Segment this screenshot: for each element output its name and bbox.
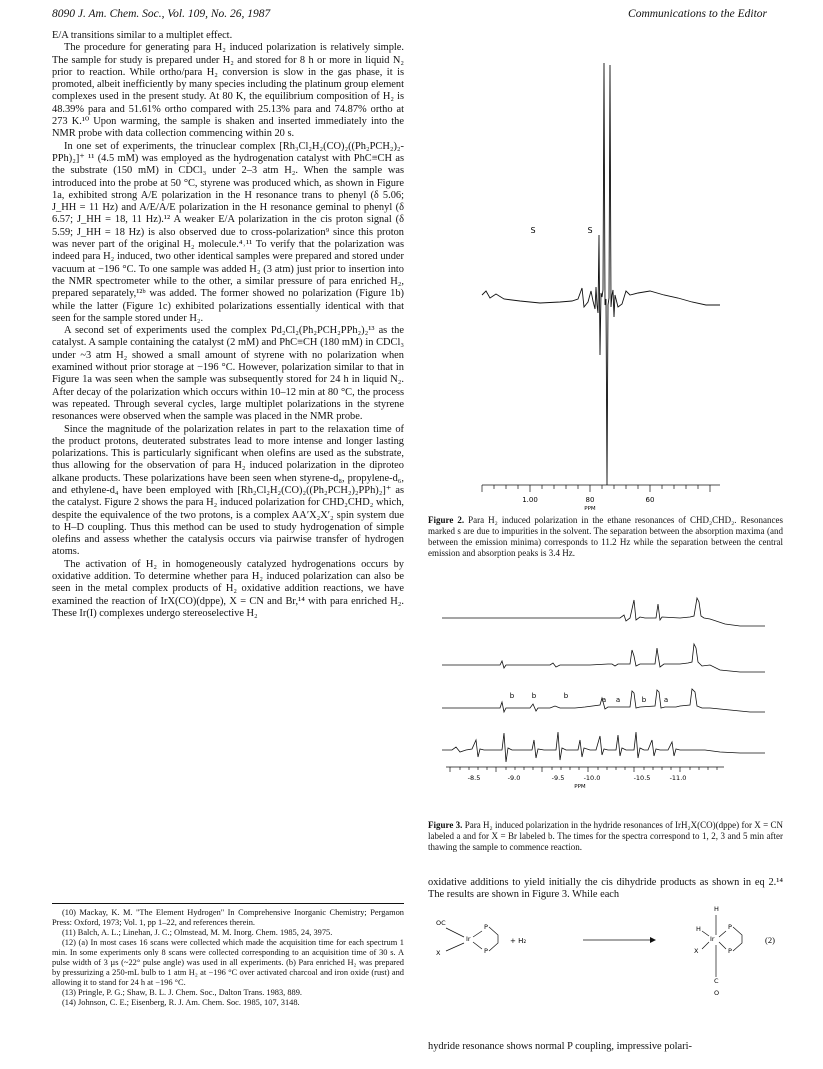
eq-atom-label: O bbox=[714, 989, 720, 997]
eq-atom-label: P bbox=[484, 923, 488, 931]
eq-atom-label: Ir bbox=[710, 935, 715, 943]
figure3-tick-label: -11.0 bbox=[669, 774, 687, 782]
product-structure bbox=[694, 905, 742, 997]
figure2-peak-label: S bbox=[587, 226, 593, 235]
figure3-tick-label: -9.0 bbox=[507, 774, 521, 782]
figure3-peak-label: b bbox=[531, 692, 537, 700]
reaction-arrow bbox=[583, 937, 656, 943]
figure3-peak-label: a bbox=[601, 696, 607, 704]
figure3-tick-label: -8.5 bbox=[467, 774, 481, 782]
equation-2 bbox=[428, 905, 783, 1035]
paragraph: Since the magnitude of the polarization relates in part to the relaxation time of the product protons, deuterated substrates lead to more intense and longer lasting polarizations. This is particularly significant when olefins are used as the substrate, thus allowing for the observation of para H₂ induced polarization in the diproteo alkane products. These polarizations have been seen when styrene-d₈, propylene-d₆, and ethylene-d₄ have been employed with [Rh₂Cl₂H₂(CO)₂((Ph₂PCH₂)₂PPh)₂]⁺ as the catalyst. Figure 2 shows the para H₂ induced polarization for CHD₂CHD₂ which, despite the equivalence of the two protons, is a complex AA′X₂X′₂ spin system due to H–D coupling. Thus this method can be used to study hydrogenation of simple olefins and assess whether the catalysis occurs via pairwise transfer of hydrogen atoms. bbox=[52, 423, 404, 558]
eq-atom-label: P bbox=[728, 947, 732, 955]
figure2-tick-label: 80 bbox=[585, 496, 595, 504]
figure3-peak-label: b bbox=[509, 692, 515, 700]
figure2-trace bbox=[482, 63, 720, 485]
reference: (14) Johnson, C. E.; Eisenberg, R. J. Am. Chem. Soc. 1985, 107, 3148. bbox=[62, 998, 300, 1007]
reference: (10) Mackay, K. M. "The Element Hydrogen" In Comprehensive Inorganic Chemistry; Pergamon Press: Oxford, 1973; Vol. 1, pp 1–22, and references therein. bbox=[52, 908, 404, 927]
references bbox=[52, 903, 404, 1008]
figure3-peak-label: a bbox=[663, 696, 669, 704]
reference: (13) Pringle, P. G.; Shaw, B. L. J. Chem. Soc., Dalton Trans. 1983, 889. bbox=[62, 988, 303, 997]
eq-reactant-h2: + H₂ bbox=[510, 937, 527, 945]
figure2-axis-unit: PPM bbox=[584, 506, 596, 510]
running-header-right: Communications to the Editor bbox=[628, 8, 767, 20]
figure3-spectra bbox=[440, 590, 785, 765]
figure3-peak-label: a bbox=[615, 696, 621, 704]
figure2-spectrum bbox=[470, 55, 750, 510]
figure3-peak-label: b bbox=[563, 692, 569, 700]
figure3-caption bbox=[428, 820, 783, 853]
figure3-tick-label: -10.5 bbox=[633, 774, 651, 782]
right-column-text-before-equation: oxidative additions to yield initially the cis dihydride products as shown in eq 2.¹⁴ The results are shown in Figure 3. While each bbox=[428, 877, 783, 901]
eq-atom-label: X bbox=[694, 947, 699, 955]
figure3-axis-unit: PPM bbox=[574, 784, 586, 790]
reactant-structure bbox=[436, 919, 498, 957]
figure2-peak-label: S bbox=[530, 226, 536, 235]
figure2-caption-label: Figure 2. bbox=[428, 515, 465, 525]
left-column bbox=[52, 30, 404, 620]
paragraph: A second set of experiments used the complex Pd₂Cl₂(Ph₂PCH₂PPh₂)₂¹³ as the catalyst. A sample containing the catalyst (2 mM) and PhC≡CH (180 mM) in CDCl₃ under ~3 atm H₂ showed a small amount of styrene with no polarization when examined without prior storage at −196 °C. However, polarization similar to that in Figure 1a was seen when the sample was subsequently stored for 24 h in liquid N₂. After decay of the polarization which occurs within 10–12 min at 80 °C, the process was repeated. Through several cycles, large multiplet polarizations in the styrene resonances were observed when the sample was placed in the NMR probe. bbox=[52, 325, 404, 423]
paragraph: The procedure for generating para H₂ induced polarization is relatively simple. The sample for study is prepared under H₂ and stored for 8 h or more in liquid N₂ prior to reaction. While ortho/para H₂ conversion is slow in the gas phase, it is promoted, albeit inefficiently by many species including the platinum group element complexes used in the present study. At 80 K, the equilibrium composition of H₂ is 48.39% para and 51.61% ortho compared with 25.13% para and 74.87% ortho at 273 K.¹⁰ Upon warming, the sample is shaken and inserted immediately into the NMR probe with data collection commencing within 20 s. bbox=[52, 42, 404, 140]
eq-atom-label: OC bbox=[436, 919, 446, 927]
figure3-caption-label: Figure 3. bbox=[428, 820, 463, 830]
eq-atom-label: P bbox=[728, 923, 732, 931]
eq-atom-label: Ir bbox=[466, 935, 471, 943]
figure2-tick-label: 60 bbox=[645, 496, 655, 504]
reference: (12) (a) In most cases 16 scans were collected which made the acquisition time for each spectrum 1 min. In some experiments only 8 scans were collected corresponding to an acquisition time of 30 s. A pulse width of 3 µs (~22° pulse angle) was used in all experiments. (b) Para enriched H₂ was prepared by pressurizing a 250-mL bulb to 1 atm H₂ at −196 °C over activated charcoal and iron oxide (rust) and allowing it to stand for 24 h at −196 °C. bbox=[52, 938, 404, 987]
paragraph: E/A transitions similar to a multiplet effect. bbox=[52, 30, 233, 41]
paragraph: In one set of experiments, the trinuclear complex [Rh₃Cl₂H₂(CO)₂((Ph₂PCH₂)₂-PPh)₂]⁺ ¹¹ (4.5 mM) was employed as the hydrogenation catalyst with PhC≡CH as the substrate (150 mM) in CDCl₃ under 2–3 atm H₂. When the sample was introduced into the probe at 50 °C, styrene was produced which, as shown in Figure 1a, exhibited strong A/E polarization in the H resonance trans to phenyl (δ 5.06; J_HH = 11 Hz) and A/E/A/E polarization in the H resonance geminal to phenyl (δ 6.57; J_HH = 18, 11 Hz).¹² A weaker E/A polarization in the cis proton signal (δ 5.59; J_HH = 18 Hz) is also observed due to cross-polarization⁹ since this proton was never part of the original H₂ molecule.⁴˒¹¹ To verify that the polarization was indeed para H₂ induced, two other identical samples were prepared and stored under vacuum at −196 °C. To one sample was added H₂ (3 atm) just prior to insertion into the NMR spectrometer while to the other, a similar pressure of para enriched H₂, prepared separately,¹²ᵇ was added. The former showed no polarization (Figure 1b) while the latter (Figure 1c) exhibited polarizations essentially identical with that seen for the sample stored under H₂. bbox=[52, 140, 404, 324]
eq-atom-label: H bbox=[714, 905, 719, 913]
figure2-caption-text: Para H₂ induced polarization in the ethane resonances of CHD₂CHD₂. Resonances marked s are due to impurities in the solvent. The separation between the absorption maxima (and between the emission minima) corresponds to 11.2 Hz while the separation between the central emission and absorption peaks is 3.4 Hz. bbox=[428, 515, 783, 558]
right-column-text-after-equation: hydride resonance shows normal P coupling, impressive polari- bbox=[428, 1041, 692, 1052]
figure2-caption bbox=[428, 515, 783, 559]
figure3-trace-4 bbox=[442, 732, 765, 762]
figure2-ticks bbox=[482, 485, 710, 492]
figure3-tick-label: -10.0 bbox=[583, 774, 601, 782]
figure3-trace-2 bbox=[442, 644, 765, 672]
figure3-trace-1 bbox=[442, 598, 765, 626]
eq-atom-label: H bbox=[696, 925, 701, 933]
figure3-peak-label: b bbox=[641, 696, 647, 704]
figure3-caption-text: Para H₂ induced polarization in the hydride resonances of IrH₂X(CO)(dppe) for X = CN labeled a and for X = Br labeled b. The times for the spectra correspond to 1, 2, 3 and 5 min after thawing the sample to commence reaction. bbox=[428, 820, 783, 852]
paragraph: The activation of H₂ in homogeneously catalyzed hydrogenations occurs by oxidative addition. To determine whether para H₂ induced polarization can also be seen in the metal complex products of H₂ oxidative addition reactions, we have examined the reaction of IrX(CO)(dppe), X = CN and Br,¹⁴ with para enriched H₂. These Ir(I) complexes undergo stereoselective H₂ bbox=[52, 558, 404, 619]
figure3-axis bbox=[440, 765, 785, 793]
eq-atom-label: C bbox=[714, 977, 719, 985]
figure2-tick-label: 1.00 bbox=[522, 496, 538, 504]
eq-atom-label: P bbox=[484, 947, 488, 955]
equation-number: (2) bbox=[765, 935, 775, 945]
reference: (11) Balch, A. L.; Linehan, J. C.; Olmstead, M. M. Inorg. Chem. 1985, 24, 3975. bbox=[62, 928, 333, 937]
figure3-tick-label: -9.5 bbox=[551, 774, 565, 782]
running-header-left: 8090 J. Am. Chem. Soc., Vol. 109, No. 26, 1987 bbox=[52, 8, 271, 20]
eq-atom-label: X bbox=[436, 949, 441, 957]
